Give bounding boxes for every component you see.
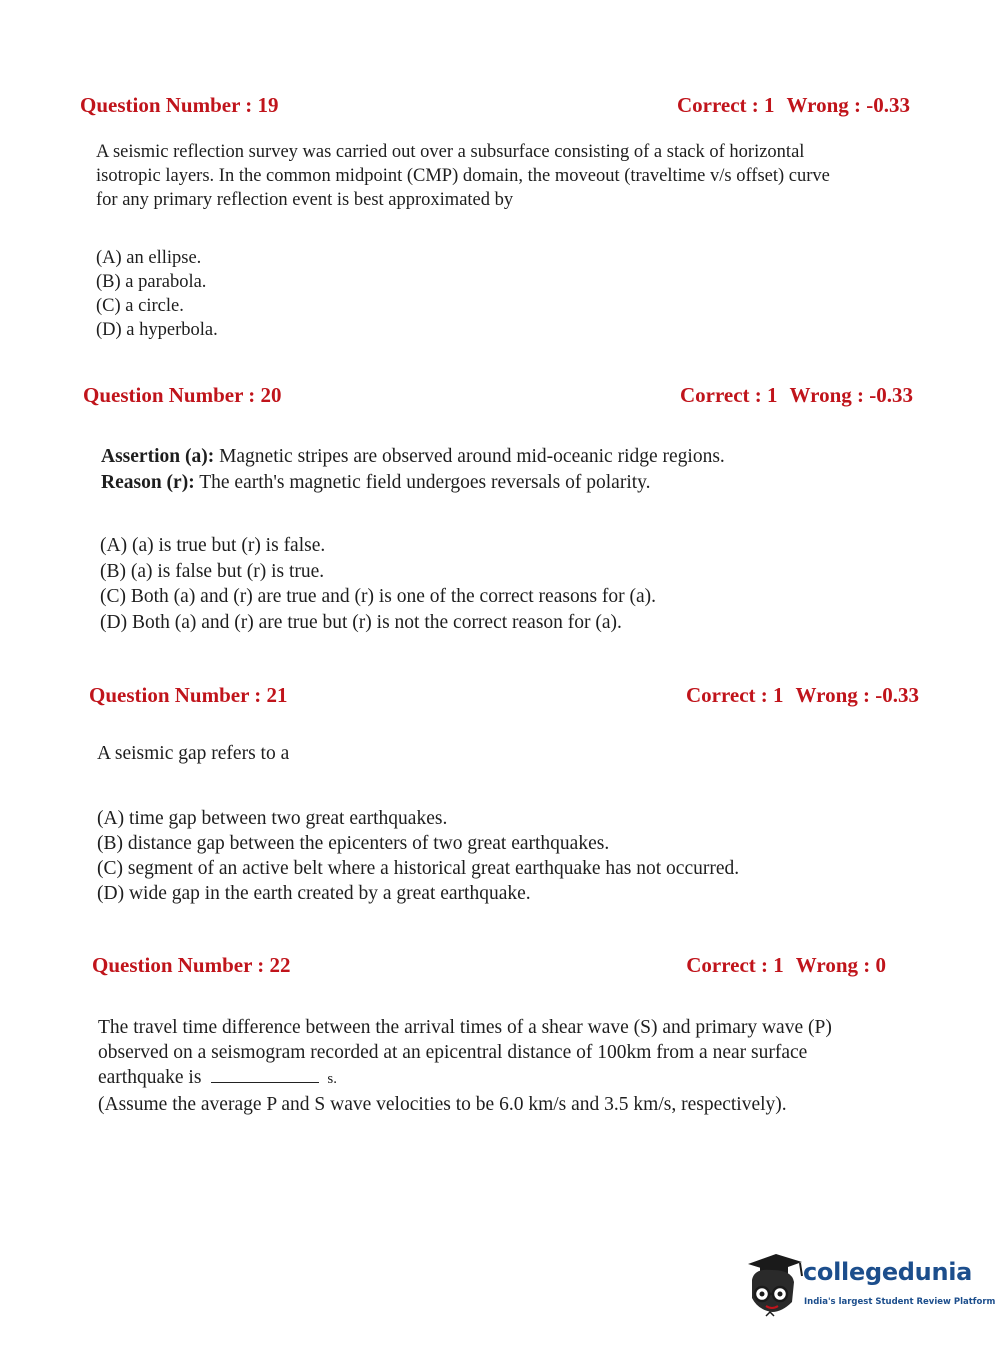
- correct-marks: Correct : 1: [686, 953, 784, 977]
- correct-marks: Correct : 1: [676, 93, 775, 117]
- question-number: Question Number : 22: [92, 953, 291, 977]
- question-21-options: [97, 806, 739, 906]
- stem-line: A seismic reflection survey was carried out over a subsurface consisting of a stack of horizontal: [96, 142, 805, 162]
- collegedunia-logo: [742, 1250, 996, 1320]
- option: (B) distance gap between the epicenters of two great earthquakes.: [97, 833, 610, 854]
- question-22-stem: [98, 1015, 832, 1117]
- question-20-stem: [101, 444, 725, 496]
- stem-line: for any primary reflection event is best approximated by: [96, 190, 514, 210]
- stem-line-prefix: earthquake is: [98, 1067, 202, 1088]
- stem-line-suffix: s.: [327, 1071, 338, 1087]
- assertion-line: [101, 444, 725, 470]
- question-19-options: [96, 246, 218, 342]
- option: (B) (a) is false but (r) is true.: [100, 560, 325, 582]
- reason-line: [101, 470, 725, 496]
- stem-line: observed on a seismogram recorded at an epicentral distance of 100km from a near surface: [98, 1042, 808, 1063]
- stem-line: [98, 1065, 832, 1092]
- marks: [677, 93, 910, 118]
- mascot-icon: [742, 1250, 804, 1320]
- wrong-marks: Wrong : 0: [795, 953, 886, 977]
- option: (D) Both (a) and (r) are true but (r) is not the correct reason for (a).: [100, 611, 622, 633]
- option: (D) wide gap in the earth created by a great earthquake.: [97, 883, 531, 904]
- wrong-marks: Wrong : -0.33: [795, 683, 919, 707]
- stem-line: isotropic layers. In the common midpoint (CMP) domain, the moveout (traveltime v/s offset) curve: [96, 166, 830, 186]
- correct-marks: Correct : 1: [685, 683, 784, 707]
- option: (B) a parabola.: [96, 272, 207, 292]
- question-22-header: [92, 953, 886, 978]
- marks: [686, 683, 919, 708]
- option: (D) a hyperbola.: [96, 320, 218, 340]
- option: (A) an ellipse.: [96, 248, 202, 268]
- option: (C) Both (a) and (r) are true and (r) is one of the correct reasons for (a).: [100, 586, 657, 607]
- correct-marks: Correct : 1: [679, 383, 778, 407]
- question-19-header: [80, 93, 910, 118]
- logo-tagline: India's largest Student Review Platform: [804, 1297, 996, 1307]
- question-21-header: [89, 683, 919, 708]
- question-number: Question Number : 20: [83, 383, 282, 407]
- answer-blank: [211, 1066, 319, 1083]
- question-20-header: [83, 383, 913, 408]
- assertion-text: Magnetic stripes are observed around mid-oceanic ridge regions.: [219, 446, 725, 467]
- question-19-stem: [96, 140, 830, 212]
- option: (A) time gap between two great earthquakes.: [97, 808, 448, 829]
- option: (C) a circle.: [96, 296, 184, 316]
- marks: [680, 383, 913, 408]
- question-21-stem: [97, 742, 289, 766]
- question-20-options: [100, 533, 656, 635]
- reason-text: The earth's magnetic field undergoes reversals of polarity.: [199, 472, 651, 493]
- option: (C) segment of an active belt where a historical great earthquake has not occurred.: [97, 858, 740, 879]
- logo-name: collegedunia: [803, 1258, 973, 1286]
- question-number: Question Number : 21: [89, 683, 288, 707]
- marks: [686, 953, 886, 978]
- wrong-marks: Wrong : -0.33: [786, 93, 910, 117]
- stem-line: (Assume the average P and S wave velocities to be 6.0 km/s and 3.5 km/s, respectively).: [98, 1094, 787, 1115]
- stem-line: A seismic gap refers to a: [97, 743, 290, 764]
- wrong-marks: Wrong : -0.33: [789, 383, 913, 407]
- assertion-label: Assertion (a):: [101, 446, 215, 467]
- reason-label: Reason (r):: [101, 472, 195, 493]
- stem-line: The travel time difference between the arrival times of a shear wave (S) and primary wave (P): [98, 1017, 832, 1038]
- option: (A) (a) is true but (r) is false.: [100, 535, 326, 556]
- question-number: Question Number : 19: [80, 93, 279, 117]
